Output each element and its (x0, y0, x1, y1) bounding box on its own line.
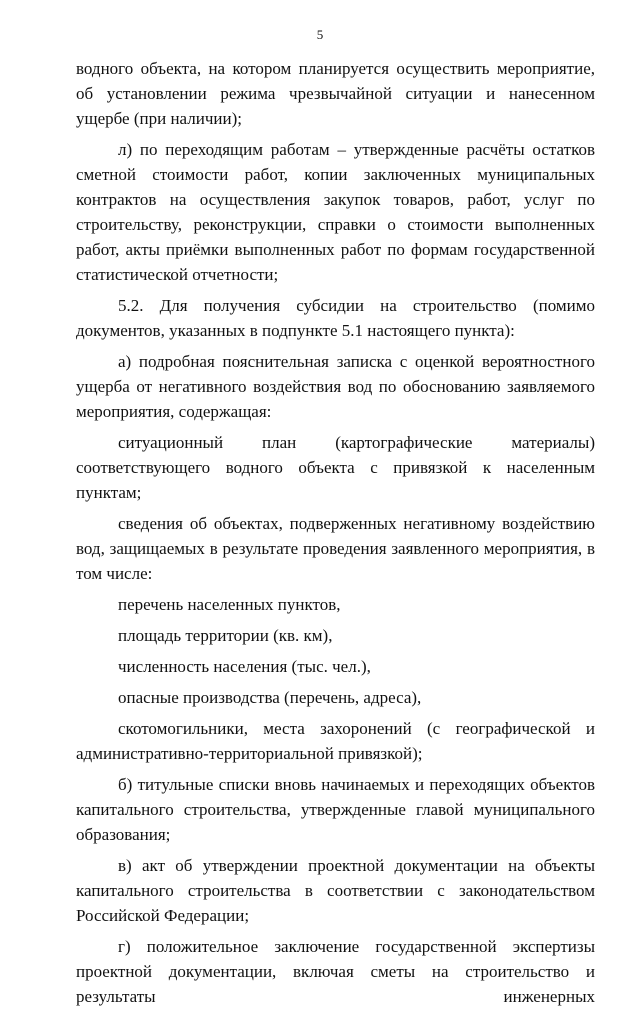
list-item-area: площадь территории (кв. км), (118, 626, 333, 645)
list-item-hazardous-production: опасные производства (перечень, адреса), (118, 688, 422, 707)
paragraph-b: б) титульные списки вновь начинаемых и переходящих объектов капитального строительства, утвержденные главой муниципального образования; (76, 775, 595, 844)
paragraph-g: г) положительное заключение государственной экспертизы проектной документации, включая сметы на строительство и результаты инженерных (76, 937, 595, 1006)
list-item-burial-sites: скотомогильники, места захоронений (с географической и административно-территориальной привязкой); (76, 719, 595, 763)
paragraph-v: в) акт об утверждении проектной документации на объекты капитального строительства в соответствии с законодательством Российской Федерации; (76, 856, 595, 925)
paragraph-continuation: водного объекта, на котором планируется осуществить мероприятие, об установлении режима чрезвычайной ситуации и нанесенном ущербе (при наличии); (76, 59, 595, 128)
list-item-settlements: перечень населенных пунктов, (118, 595, 341, 614)
page-number: 5 (316, 27, 324, 42)
document-body (76, 56, 595, 1015)
paragraph-5-2: 5.2. Для получения субсидии на строительство (помимо документов, указанных в подпункте 5.1 настоящего пункта): (76, 296, 595, 340)
paragraph-a: а) подробная пояснительная записка с оценкой вероятностного ущерба от негативного воздействия вод по обоснованию заявляемого мероприятия, содержащая: (76, 352, 595, 421)
paragraph-situation-plan: ситуационный план (картографические материалы) соответствующего водного объекта с привязкой к населенным пунктам; (76, 433, 595, 502)
list-item-population: численность населения (тыс. чел.), (118, 657, 371, 676)
paragraph-objects-info: сведения об объектах, подверженных негативному воздействию вод, защищаемых в результате проведения заявленного мероприятия, в том числе: (76, 514, 595, 583)
paragraph-l: л) по переходящим работам – утвержденные расчёты остатков сметной стоимости работ, копии заключенных муниципальных контрактов на осуществления закупок товаров, работ, услуг по строительству, реконструкции, справки о стоимости выполненных работ, акты приёмки выполненных работ по формам государственной статистической отчетности; (76, 140, 595, 284)
